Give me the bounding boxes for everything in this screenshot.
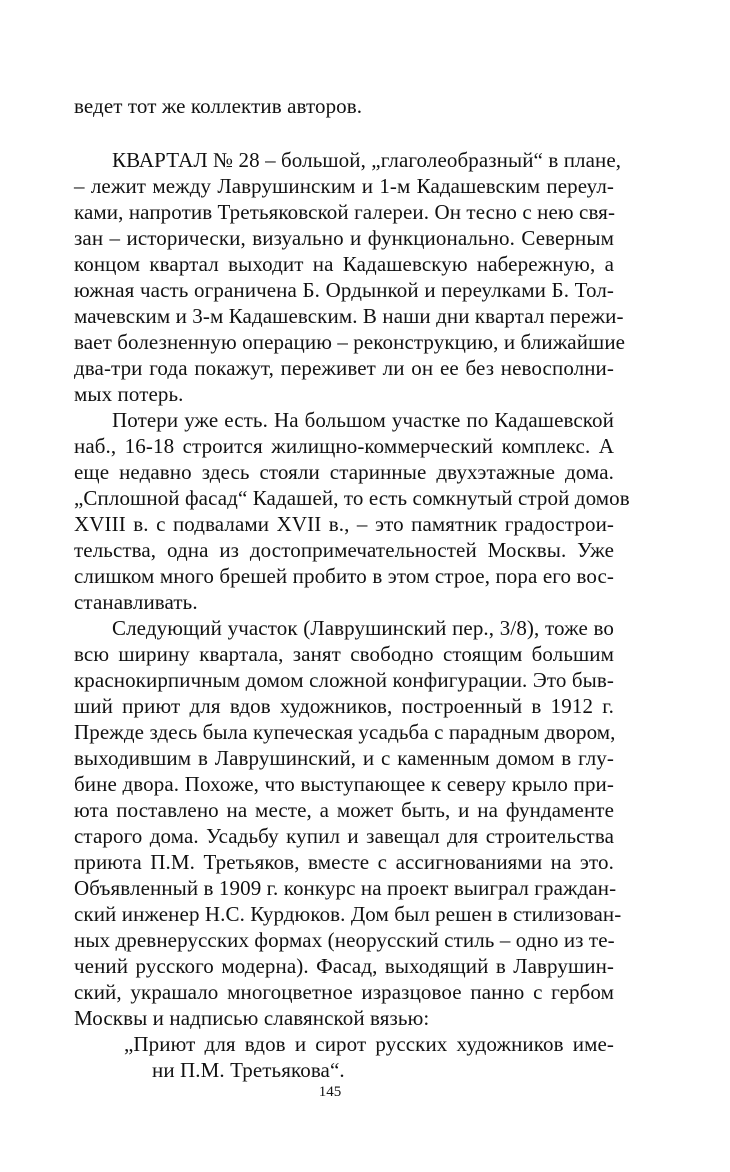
text-line: ведет тот же коллектив авторов. <box>74 94 363 118</box>
text-line: чений русского модерна). Фасад, выходящий в Лаврушин- <box>74 954 614 978</box>
text-line: мачевским и 3-м Кадашевским. В наши дни квартал пережи- <box>74 304 624 328</box>
text-line: зан – исторически, визуально и функционально. Северным <box>74 226 614 250</box>
text-line: южная часть ограничена Б. Ордынкой и переулками Б. Тол- <box>74 278 614 302</box>
text-line: Потери уже есть. На большом участке по Кадашевской <box>112 408 614 432</box>
text-line: вает болезненную операцию – реконструкцию, и ближайшие <box>74 330 626 354</box>
text-line: еще недавно здесь стояли старинные двухэтажные дома. <box>74 460 614 484</box>
text-line: XVIII в. с подвалами XVII в., – это памятник градострои- <box>74 512 614 536</box>
text-line: станавливать. <box>74 590 198 614</box>
text-line: два-три года покажут, переживет ли он ее без невосполни- <box>74 356 614 380</box>
text-line: ший приют для вдов художников, построенный в 1912 г. <box>74 694 614 718</box>
quote-line: „Приют для вдов и сирот русских художников име- <box>124 1032 614 1056</box>
page-number: 145 <box>318 1084 342 1100</box>
text-line: – лежит между Лаврушинским и 1-м Кадашевским переул- <box>74 174 614 198</box>
text-line: Объявленный в 1909 г. конкурс на проект выиграл граждан- <box>74 876 617 900</box>
text-line: ский инженер Н.С. Курдюков. Дом был решен в стилизован- <box>74 902 622 926</box>
text-line: краснокирпичным домом сложной конфигурации. Это быв- <box>74 668 614 692</box>
text-line: приюта П.М. Третьяков, вместе с ассигнованиями на это. <box>74 850 614 874</box>
text-line: Москвы и надписью славянской вязью: <box>74 1006 430 1030</box>
text-line: тельства, одна из достопримечательностей Москвы. Уже <box>74 538 614 562</box>
text-line: бине двора. Похоже, что выступающее к северу крыло при- <box>74 772 614 796</box>
text-line: концом квартал выходит на Кадашевскую набережную, а <box>74 252 614 276</box>
text-line: всю ширину квартала, занят свободно стоящим большим <box>74 642 614 666</box>
text-line: „Сплошной фасад“ Кадашей, то есть сомкнутый строй домов <box>74 486 630 510</box>
quote-line: ни П.М. Третьякова“. <box>152 1058 345 1082</box>
text-line: КВАРТАЛ № 28 – большой, „глаголеобразный“ в плане, <box>112 148 622 172</box>
text-line: наб., 16-18 строится жилищно-коммерческий комплекс. А <box>74 434 614 458</box>
text-line: выходившим в Лаврушинский, и с каменным домом в глу- <box>74 746 614 770</box>
text-line: юта поставлено на месте, а может быть, и на фундаменте <box>74 798 614 822</box>
text-line: слишком много брешей пробито в этом строе, пора его вос- <box>74 564 614 588</box>
text-line: мых потерь. <box>74 382 184 406</box>
text-line: старого дома. Усадьбу купил и завещал для строительства <box>74 824 614 848</box>
text-line: Прежде здесь была купеческая усадьба с парадным двором, <box>74 720 616 744</box>
text-line: Следующий участок (Лаврушинский пер., 3/8), тоже во <box>112 616 614 640</box>
text-line: ных древнерусских формах (неорусский стиль – одно из те- <box>74 928 615 952</box>
text-line: ский, украшало многоцветное изразцовое панно с гербом <box>74 980 614 1004</box>
text-line: ками, напротив Третьяковской галереи. Он тесно с нею свя- <box>74 200 616 224</box>
